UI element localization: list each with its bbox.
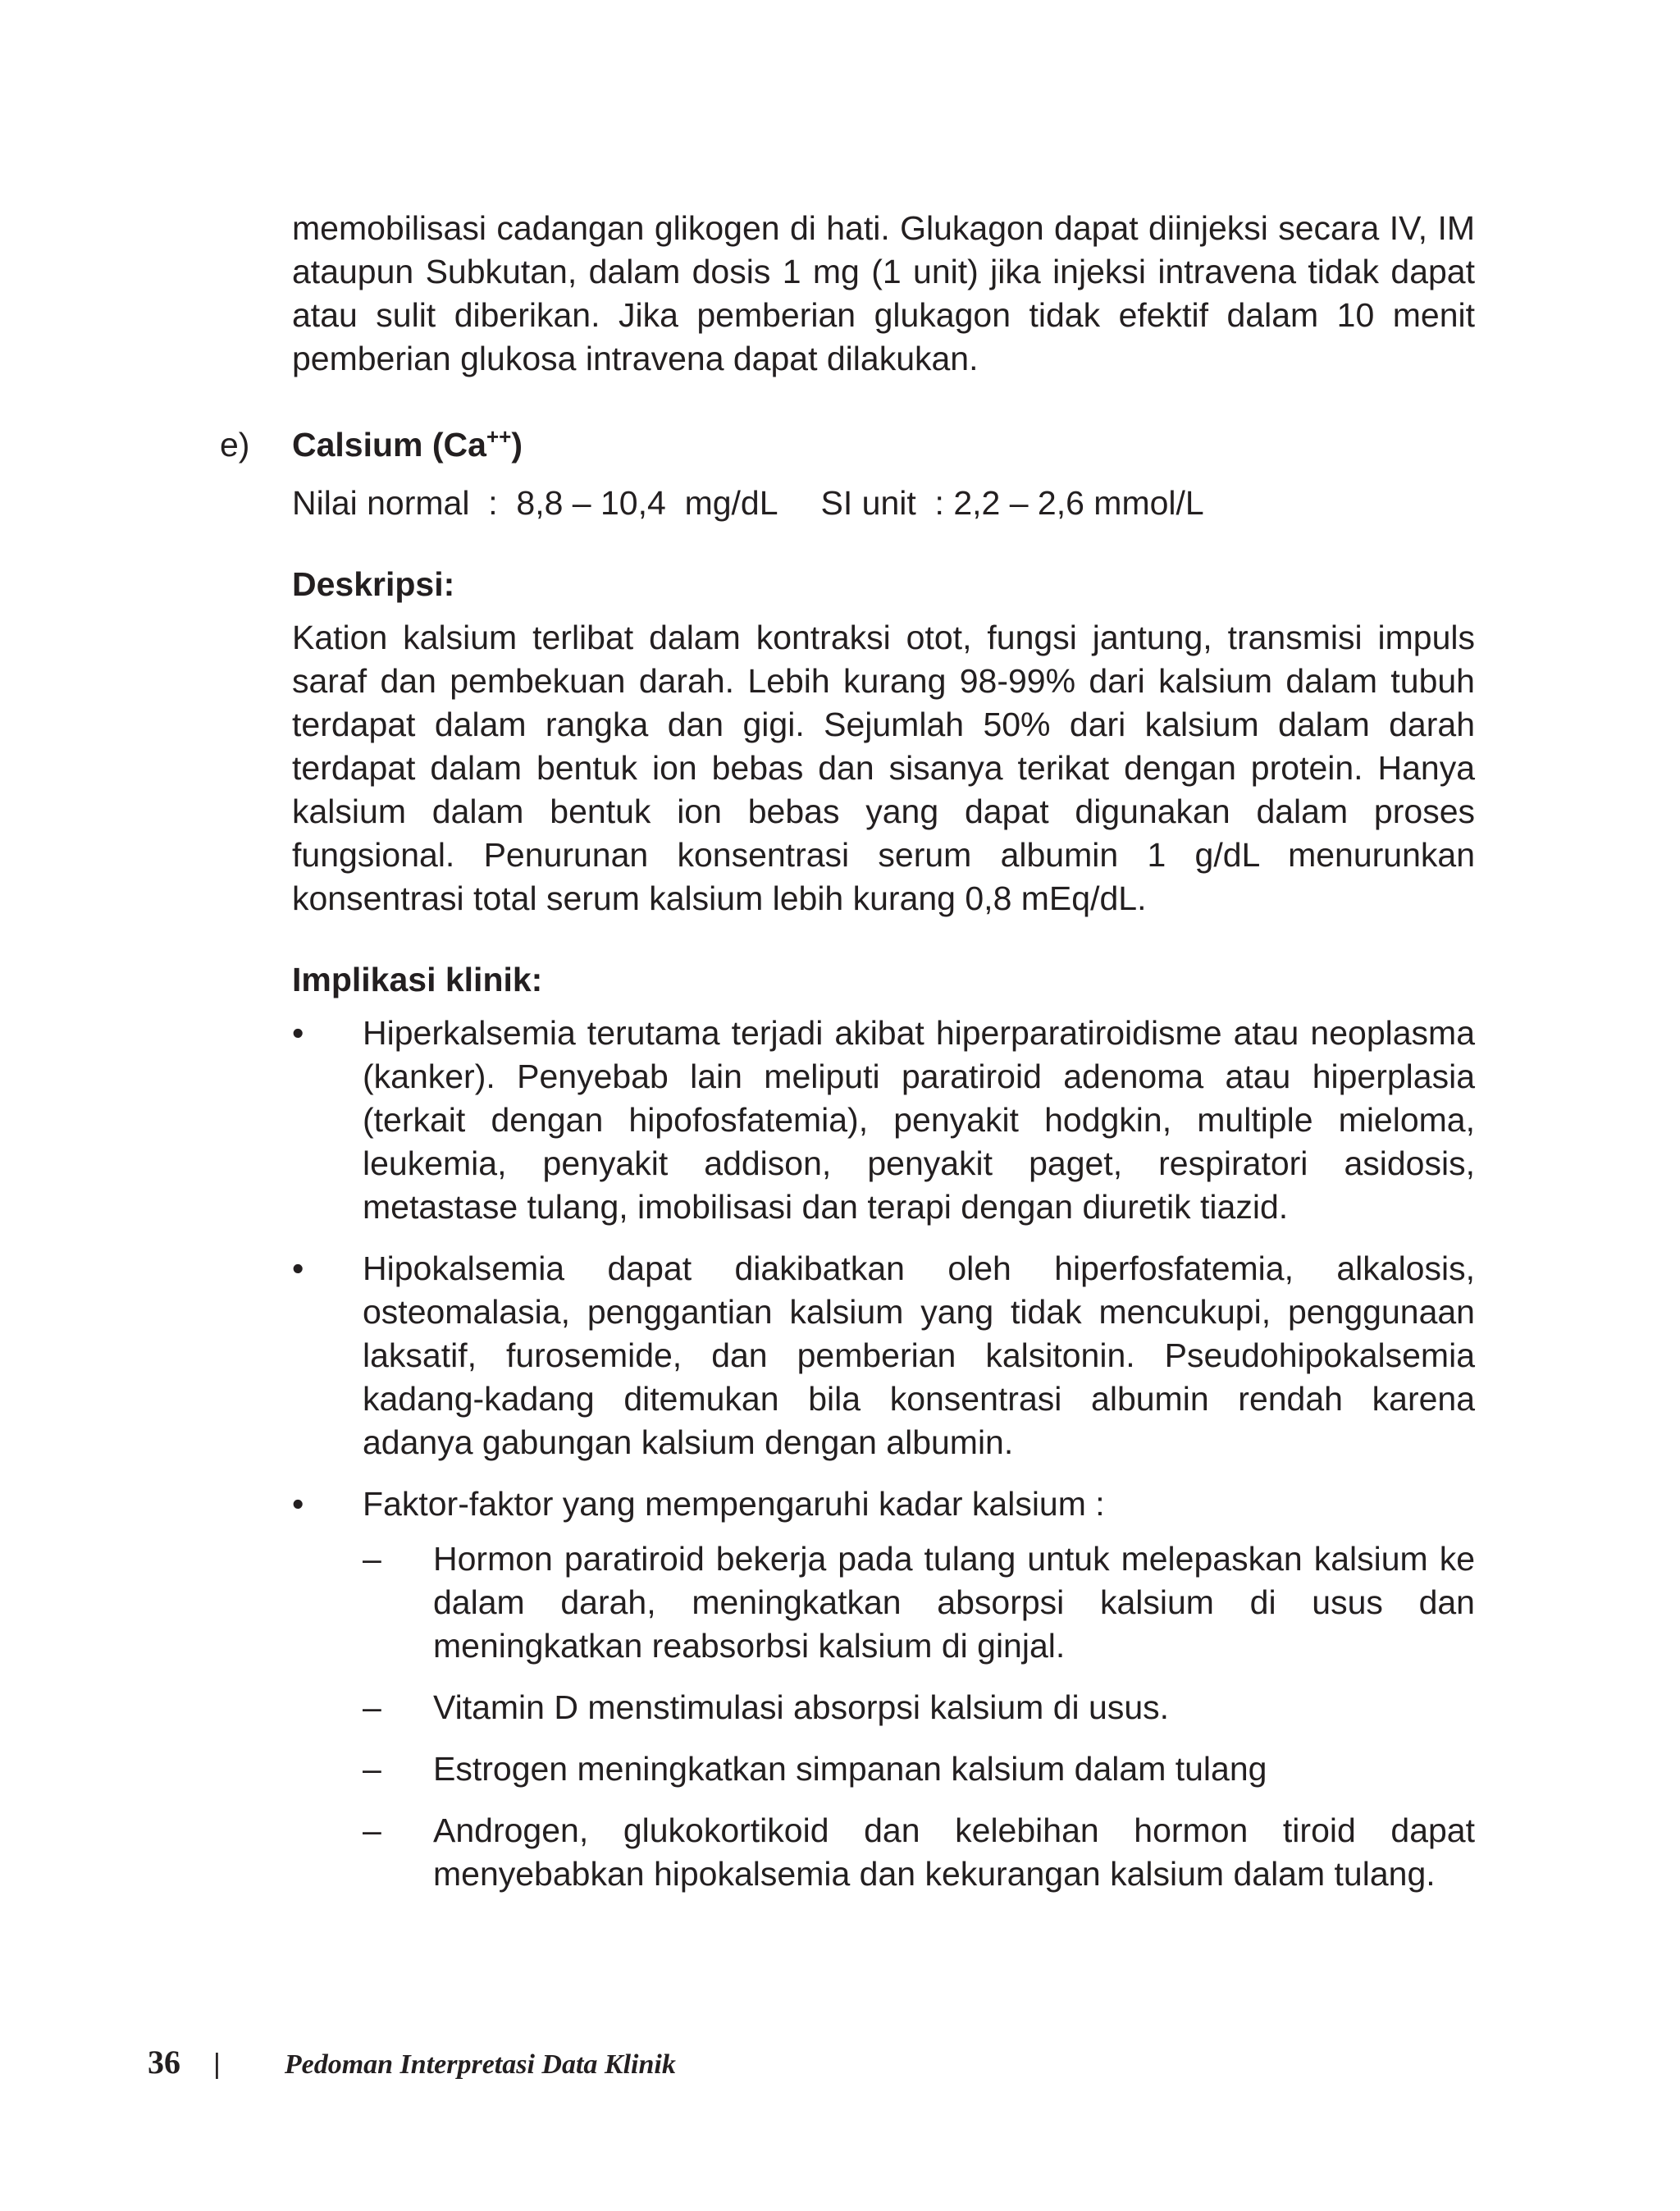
si-unit-value: SI unit : 2,2 – 2,6 mmol/L bbox=[820, 484, 1204, 522]
sub-list-item bbox=[363, 1686, 1475, 1729]
sub-item-text: Estrogen meningkatkan simpanan kalsium dalam tulang bbox=[433, 1750, 1267, 1788]
section-title-close: ) bbox=[511, 426, 523, 464]
normal-values-line bbox=[292, 482, 1475, 525]
bullet-text: Hiperkalsemia terutama terjadi akibat hiperparatiroidisme atau neoplasma (kanker). Penyebab lain meliputi paratiroid adenoma atau hiperplasia (terkait dengan hipofosfatemia), penyakit hodgkin, multiple mieloma, leukemia, penyakit addison, penyakit paget, respiratori asidosis, metastase tulang, imobilisasi dan terapi dengan diuretik tiazid. bbox=[363, 1014, 1475, 1226]
dash-symbol: – bbox=[363, 1811, 381, 1849]
sub-item-text: Androgen, glukokortikoid dan kelebihan hormon tiroid dapat menyebabkan hipokalsemia dan kekurangan kalsium dalam tulang. bbox=[433, 1811, 1475, 1893]
section-letter: e) bbox=[220, 426, 250, 464]
implication-list bbox=[292, 1012, 1475, 1896]
page-content bbox=[220, 207, 1475, 1914]
calcium-section bbox=[220, 423, 1475, 1896]
dash-symbol: – bbox=[363, 1540, 381, 1578]
normal-value: Nilai normal : 8,8 – 10,4 mg/dL bbox=[292, 484, 778, 522]
description-heading: Deskripsi: bbox=[292, 565, 455, 603]
sub-item-text: Hormon paratiroid bekerja pada tulang untuk melepaskan kalsium ke dalam darah, meningkatkan absorpsi kalsium di usus dan meningkatkan reabsorbsi kalsium di ginjal. bbox=[433, 1540, 1475, 1665]
intro-paragraph: memobilisasi cadangan glikogen di hati. Glukagon dapat diinjeksi secara IV, IM ataupun Subkutan, dalam dosis 1 mg (1 unit) jika injeksi intravena tidak dapat atau sulit diberikan. Jika pemberian glukagon tidak efektif dalam 10 menit pemberian glukosa intravena dapat dilakukan. bbox=[292, 209, 1475, 377]
section-title-superscript: ++ bbox=[486, 424, 512, 449]
sub-list-item bbox=[363, 1747, 1475, 1791]
implication-heading: Implikasi klinik: bbox=[292, 961, 543, 998]
bullet-text: Hipokalsemia dapat diakibatkan oleh hiperfosfatemia, alkalosis, osteomalasia, penggantian kalsium yang tidak mencukupi, penggunaan laksatif, furosemide, dan pemberian kalsitonin. Pseudohipokalsemia kadang-kadang ditemukan bila konsentrasi albumin rendah karena adanya gabungan kalsium dengan albumin. bbox=[363, 1249, 1475, 1461]
sub-list-item bbox=[363, 1809, 1475, 1896]
list-item bbox=[292, 1247, 1475, 1464]
section-title bbox=[292, 423, 1475, 467]
sub-list-item bbox=[363, 1537, 1475, 1668]
footer-separator: | bbox=[213, 2049, 221, 2080]
book-title: Pedoman Interpretasi Data Klinik bbox=[284, 2049, 676, 2080]
page-number: 36 bbox=[148, 2044, 180, 2081]
description-paragraph: Kation kalsium terlibat dalam kontraksi otot, fungsi jantung, transmisi impuls saraf dan pembekuan darah. Lebih kurang 98-99% dari kalsium dalam tubuh terdapat dalam rangka dan gigi. Sejumlah 50% dari kalsium dalam darah terdapat dalam bentuk ion bebas dan sisanya terikat dengan protein. Hanya kalsium dalam bentuk ion bebas yang dapat digunakan dalam proses fungsional. Penurunan konsentrasi serum albumin 1 g/dL menurunkan konsentrasi total serum kalsium lebih kurang 0,8 mEq/dL. bbox=[292, 619, 1475, 917]
dash-symbol: – bbox=[363, 1750, 381, 1788]
list-item bbox=[292, 1012, 1475, 1229]
dash-symbol: – bbox=[363, 1688, 381, 1726]
bullet-text: Faktor-faktor yang mempengaruhi kadar kalsium : bbox=[363, 1485, 1105, 1523]
bullet-symbol: • bbox=[292, 1485, 304, 1523]
factor-sublist bbox=[363, 1537, 1475, 1896]
section-title-text: Calsium (Ca bbox=[292, 426, 486, 464]
bullet-symbol: • bbox=[292, 1249, 304, 1287]
bullet-symbol: • bbox=[292, 1014, 304, 1052]
page-footer bbox=[148, 2043, 676, 2085]
list-item bbox=[292, 1482, 1475, 1896]
sub-item-text: Vitamin D menstimulasi absorpsi kalsium di usus. bbox=[433, 1688, 1170, 1726]
